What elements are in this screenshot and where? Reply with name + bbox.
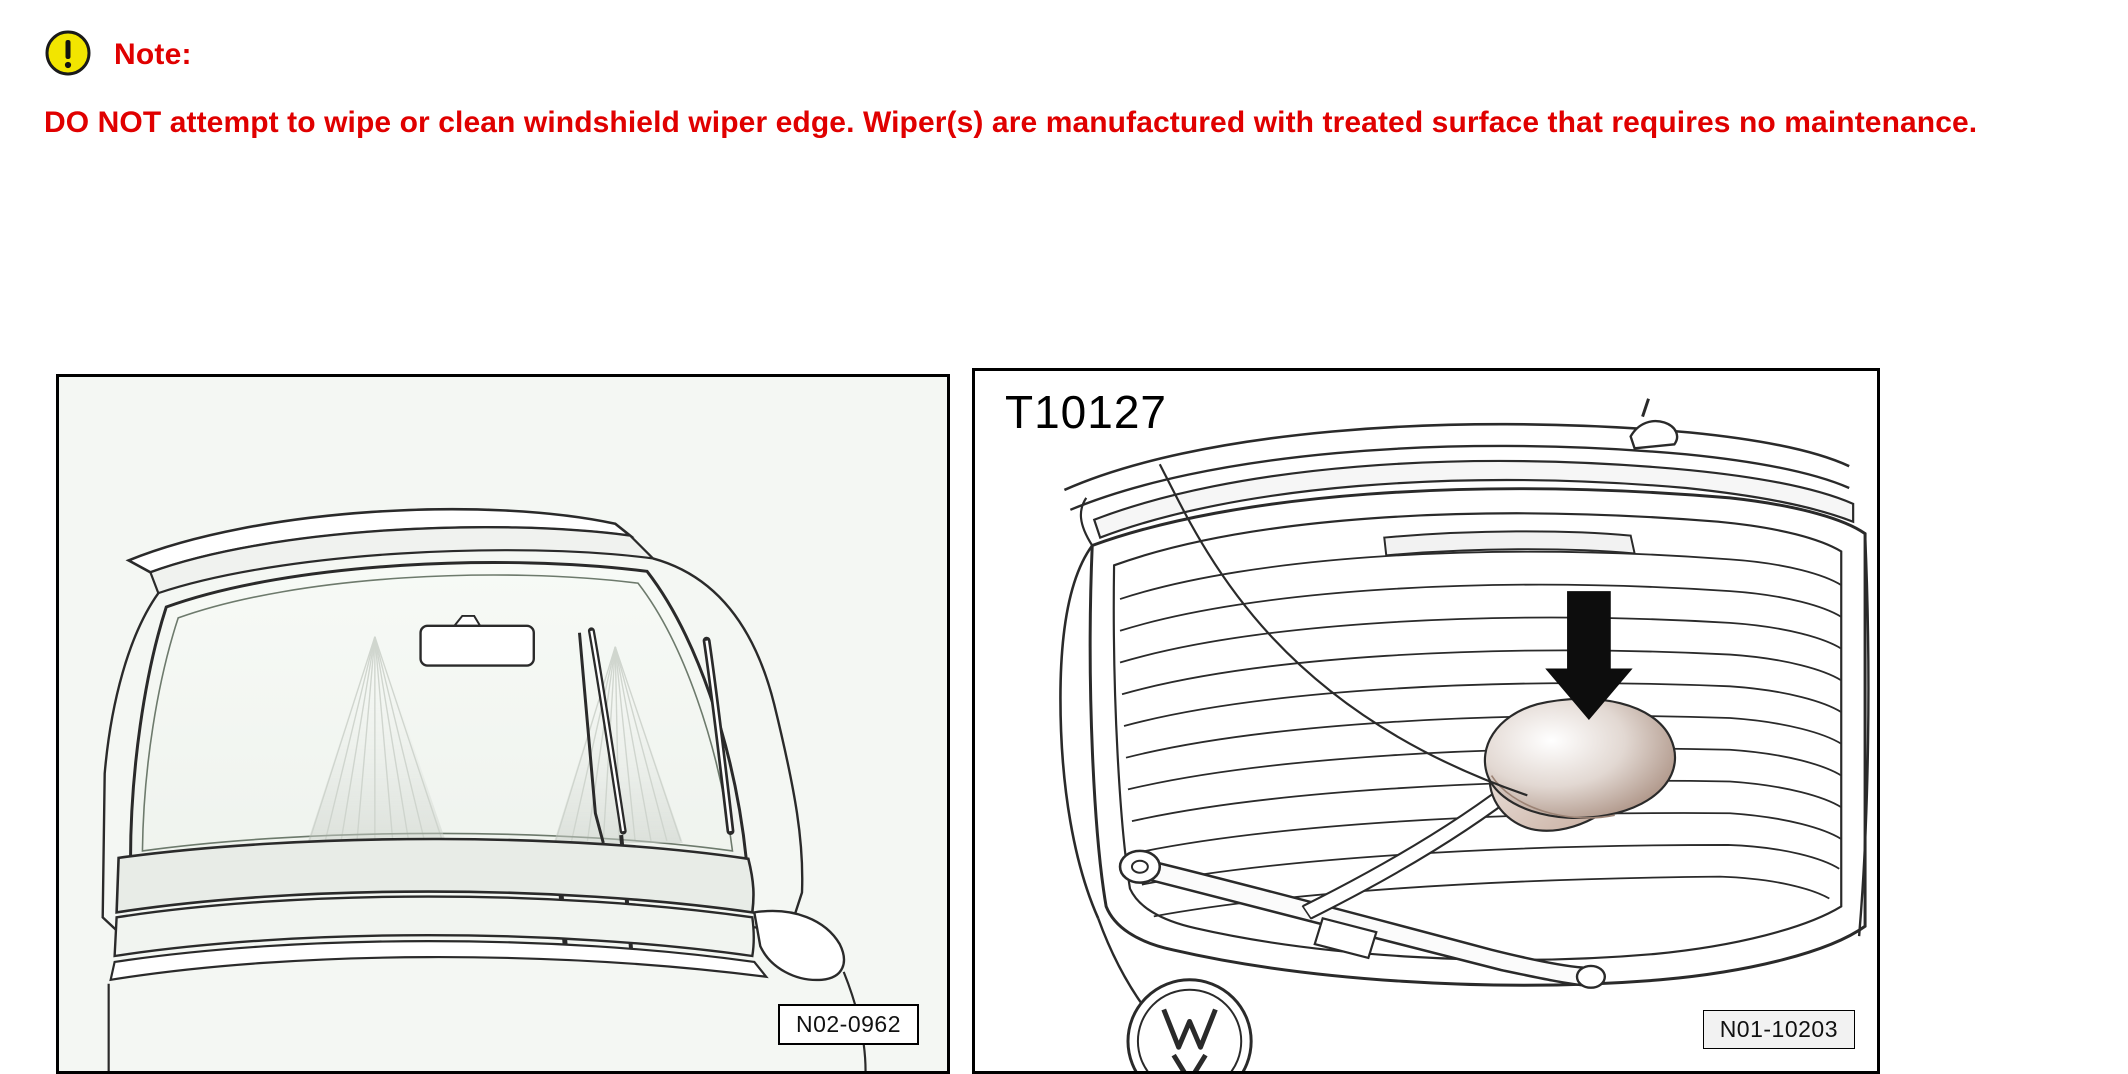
note-block — [44, 26, 2094, 145]
front-windshield-illustration — [59, 377, 947, 1071]
rear-wiper-removal-figure — [972, 368, 1880, 1074]
rear-window-illustration — [975, 371, 1877, 1071]
windshield-wiper-front-figure — [56, 374, 950, 1074]
note-label: Note: — [114, 38, 192, 71]
figure-caption-right: N01-10203 — [1703, 1010, 1855, 1049]
tool-label-t10127: T10127 — [1005, 386, 1168, 438]
exclamation-circle-icon — [44, 29, 92, 77]
note-text: DO NOT attempt to wipe or clean windshield wiper edge. Wiper(s) are manufactured with treated surface that requires no maintenance. — [44, 106, 1978, 139]
figure-caption-left: N02-0962 — [778, 1004, 919, 1045]
note-header — [44, 26, 2094, 80]
